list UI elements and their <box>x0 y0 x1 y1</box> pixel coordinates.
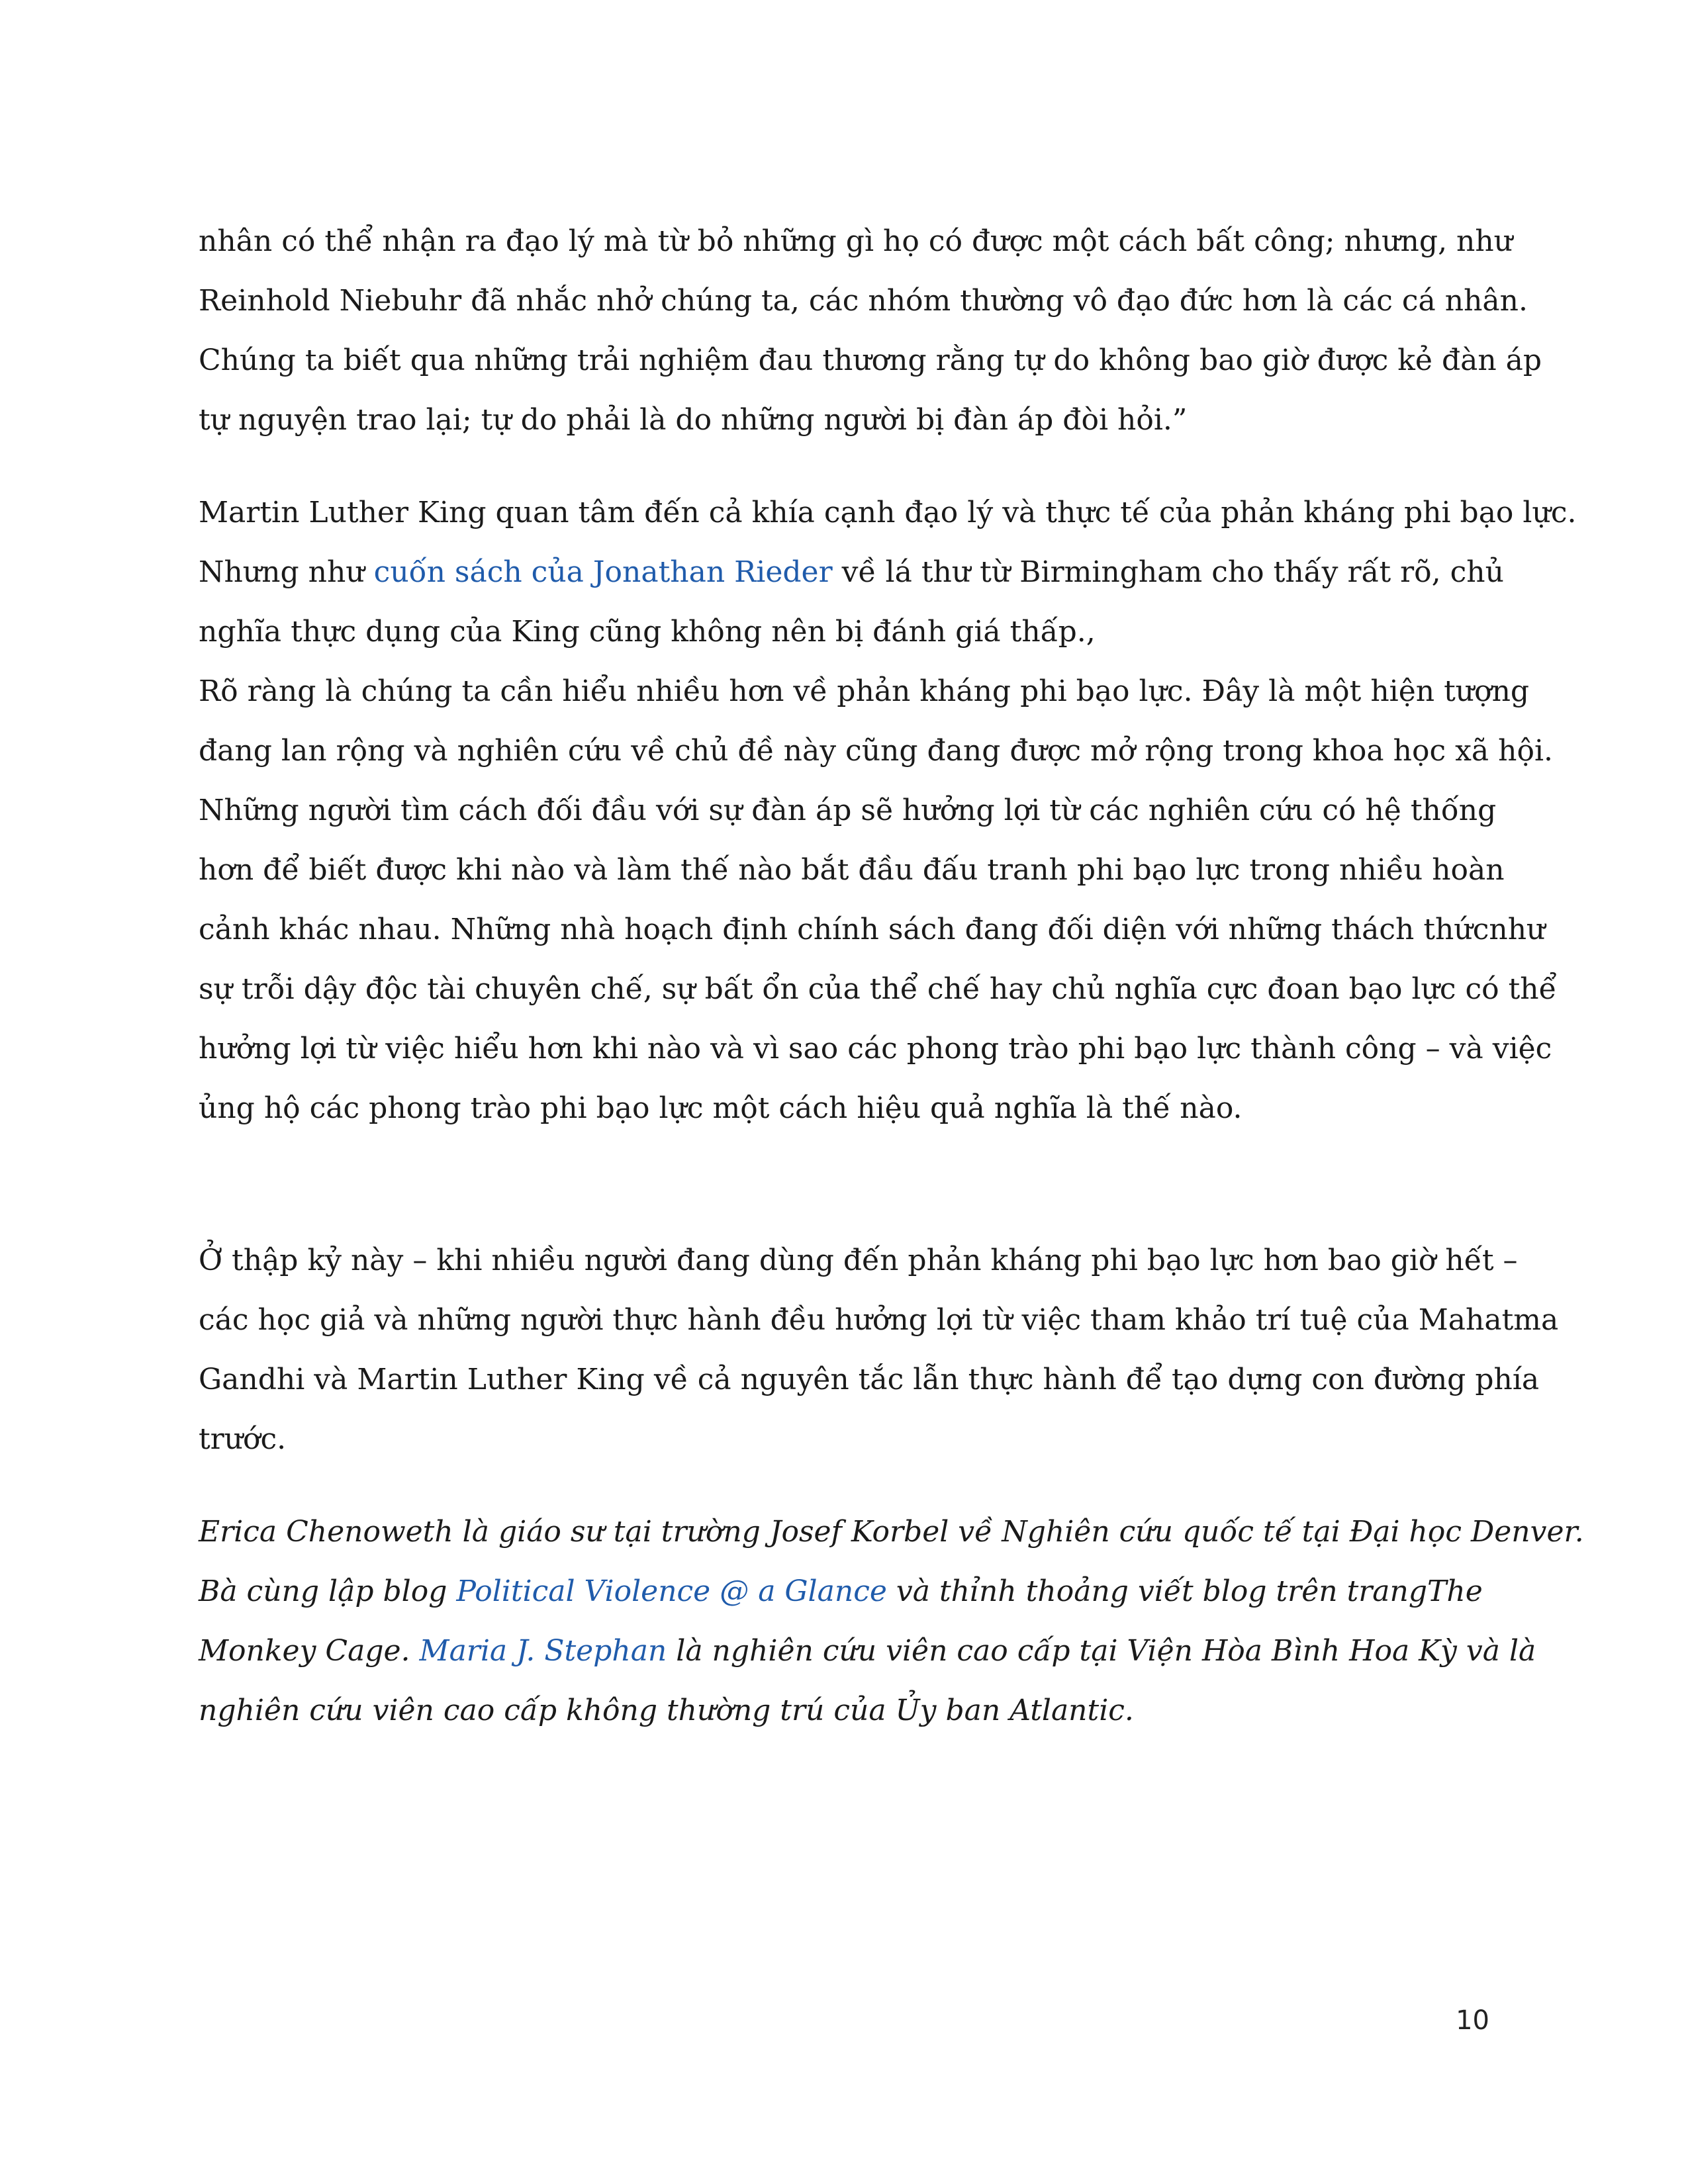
text-segment: và thỉnh thoảng viết blog trên trangThe <box>886 1574 1483 1608</box>
paragraph-understanding-nonviolence <box>199 662 1557 1138</box>
paragraph-conclusion <box>199 1231 1559 1469</box>
text-segment: là nghiên cứu viên cao cấp tại Viện Hòa Bình Hoa Kỳ và là <box>667 1634 1536 1668</box>
text-line-with-link <box>199 1562 1496 1621</box>
text-line: Những người tìm cách đối đầu với sự đàn áp sẽ hưởng lợi từ các nghiên cứu có hệ thống <box>199 794 1497 827</box>
rieder-book-link[interactable]: cuốn sách của Jonathan Rieder <box>373 555 833 589</box>
text-line: Rõ ràng là chúng ta cần hiểu nhiều hơn về phản kháng phi bạo lực. Đây là một hiện tượng <box>199 674 1530 708</box>
text-segment: Monkey Cage. <box>199 1634 420 1668</box>
text-line: tự nguyện trao lại; tự do phải là do những người bị đàn áp đòi hỏi.” <box>199 403 1188 437</box>
text-line: trước. <box>199 1422 287 1456</box>
text-line: cảnh khác nhau. Những nhà hoạch định chính sách đang đối diện với những thách thứcnhư <box>199 913 1546 946</box>
text-line: hơn để biết được khi nào và làm thế nào bắt đầu đấu tranh phi bạo lực trong nhiều hoàn <box>199 853 1505 887</box>
text-line: Ở thập kỷ này – khi nhiều người đang dùng đến phản kháng phi bạo lực hơn bao giờ hết – <box>199 1244 1518 1277</box>
maria-stephan-link[interactable]: Maria J. Stephan <box>419 1634 667 1668</box>
text-line: ủng hộ các phong trào phi bạo lực một cách hiệu quả nghĩa là thế nào. <box>199 1091 1243 1125</box>
text-segment: Nhưng như <box>199 555 374 589</box>
text-segment: về lá thư từ Birmingham cho thấy rất rõ, chủ <box>832 555 1504 589</box>
paragraph-king-pragmatism <box>199 483 1577 662</box>
text-line-with-link <box>199 543 1504 602</box>
text-line: sự trỗi dậy độc tài chuyên chế, sự bất ổn của thể chế hay chủ nghĩa cực đoan bạo lực có thể <box>199 972 1557 1006</box>
text-line: hưởng lợi từ việc hiểu hơn khi nào và vì sao các phong trào phi bạo lực thành công – và việc <box>199 1032 1552 1066</box>
page-body <box>199 212 1584 1741</box>
paragraph-spacer <box>199 1469 1496 1502</box>
text-line: Reinhold Niebuhr đã nhắc nhở chúng ta, các nhóm thường vô đạo đức hơn là các cá nhân. <box>199 284 1528 318</box>
text-line: Gandhi và Martin Luther King về cả nguyên tắc lẫn thực hành để tạo dựng con đường phía <box>199 1363 1540 1396</box>
page-number: 10 <box>1456 2005 1489 2036</box>
text-line-with-link <box>199 1621 1536 1681</box>
paragraph-spacer <box>199 1138 1496 1231</box>
text-line: nghĩa thực dụng của King cũng không nên bị đánh giá thấp., <box>199 615 1096 649</box>
text-line: các học giả và những người thực hành đều hưởng lợi từ việc tham khảo trí tuệ của Mahatma <box>199 1303 1559 1337</box>
text-line: nghiên cứu viên cao cấp không thường trú của Ủy ban Atlantic. <box>199 1694 1134 1727</box>
text-line: nhân có thể nhận ra đạo lý mà từ bỏ những gì họ có được một cách bất công; nhưng, như <box>199 224 1513 258</box>
author-bio <box>199 1502 1584 1741</box>
text-segment: Bà cùng lập blog <box>199 1574 457 1608</box>
political-violence-blog-link[interactable]: Political Violence @ a Glance <box>456 1574 887 1608</box>
text-line: Martin Luther King quan tâm đến cả khía cạnh đạo lý và thực tế của phản kháng phi bạo lực. <box>199 496 1577 529</box>
text-line: đang lan rộng và nghiên cứu về chủ đề này cũng đang được mở rộng trong khoa học xã hội. <box>199 734 1554 768</box>
paragraph-quote-continuation <box>199 212 1542 450</box>
paragraph-spacer <box>199 450 1496 483</box>
text-line: Chúng ta biết qua những trải nghiệm đau thương rằng tự do không bao giờ được kẻ đàn áp <box>199 343 1542 377</box>
text-line: Erica Chenoweth là giáo sư tại trường Josef Korbel về Nghiên cứu quốc tế tại Đại học Denver. <box>199 1515 1584 1549</box>
